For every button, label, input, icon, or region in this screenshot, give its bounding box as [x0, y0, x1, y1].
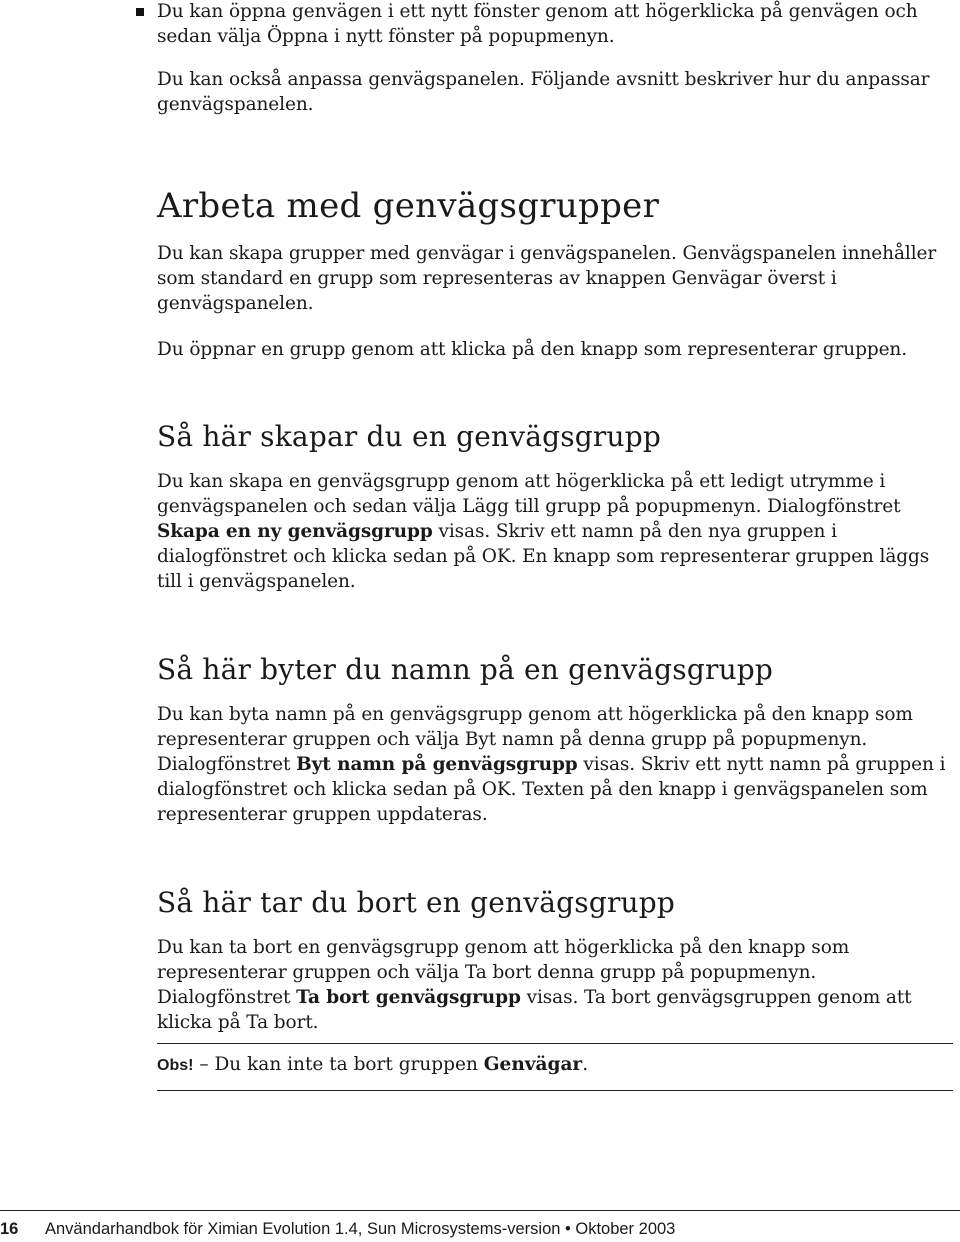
section-heading-delete: Så här tar du bort en genvägsgrupp [157, 886, 676, 919]
create-paragraph [157, 469, 953, 594]
create-text-a: Du kan skapa en genvägsgrupp genom att högerklicka på ett ledigt utrymme i genvägspanelen och sedan välja Lägg till grupp på popupmenyn. Dialogfönstret [157, 471, 901, 517]
bullet-text: Du kan öppna genvägen i ett nytt fönster genom att högerklicka på genvägen och sedan välja Öppna i nytt fönster på popupmenyn. [157, 1, 918, 47]
rename-dialog-name: Byt namn på genvägsgrupp [296, 754, 578, 775]
rename-text-a: Du kan byta namn på en genvägsgrupp genom att högerklicka på den knapp som representerar gruppen och välja Byt namn på denna grupp på popupmenyn. Dialogfönstret [157, 704, 913, 775]
rename-text-b: visas. Skriv ett nytt namn på gruppen i dialogfönstret och klicka sedan på OK. Texten på den knapp i genvägspanelen som representerar gruppen uppdateras. [157, 754, 946, 825]
create-dialog-name: Skapa en ny genvägsgrupp [157, 521, 433, 542]
note-box [157, 1052, 588, 1078]
page-number: 16 [0, 1220, 19, 1238]
footer-title: Användarhandbok för Ximian Evolution 1.4, Sun Microsystems-version • Oktober 2003 [45, 1220, 676, 1238]
intro-paragraph: Du kan också anpassa genvägspanelen. Följande avsnitt beskriver hur du anpassar genvägspanelen. [157, 69, 930, 115]
footer-rule [0, 1210, 960, 1211]
delete-paragraph [157, 935, 953, 1035]
section-heading-create: Så här skapar du en genvägsgrupp [157, 420, 662, 453]
bullet-list-item [157, 0, 953, 49]
delete-text-b: visas. Ta bort genvägsgruppen genom att klicka på Ta bort. [157, 987, 912, 1033]
delete-dialog-name: Ta bort genvägsgrupp [296, 987, 521, 1008]
note-text: Du kan inte ta bort gruppen [214, 1054, 484, 1075]
main-paragraph-1: Du kan skapa grupper med genvägar i genvägspanelen. Genvägspanelen innehåller som standard en grupp som representeras av knappen Genvägar överst i genvägspanelen. [157, 243, 937, 314]
note-bottom-rule [157, 1090, 953, 1091]
create-text-b: visas. Skriv ett namn på den nya gruppen i dialogfönstret och klicka sedan på OK. En knapp som representerar gruppen läggs till i genvägspanelen. [157, 521, 930, 592]
note-end: . [582, 1054, 589, 1075]
note-label: Obs! [157, 1057, 194, 1074]
section-heading-rename: Så här byter du namn på en genvägsgrupp [157, 653, 774, 686]
bullet-square-icon [136, 8, 144, 16]
delete-text-a: Du kan ta bort en genvägsgrupp genom att högerklicka på den knapp som representerar gruppen och välja Ta bort denna grupp på popupmenyn. Dialogfönstret [157, 937, 850, 1008]
section-heading-main: Arbeta med genvägsgrupper [157, 186, 660, 226]
note-top-rule [157, 1043, 953, 1044]
main-paragraph-2: Du öppnar en grupp genom att klicka på den knapp som representerar gruppen. [157, 339, 908, 360]
note-dash: – [193, 1054, 215, 1075]
rename-paragraph [157, 702, 953, 827]
note-group-name: Genvägar [483, 1054, 583, 1075]
